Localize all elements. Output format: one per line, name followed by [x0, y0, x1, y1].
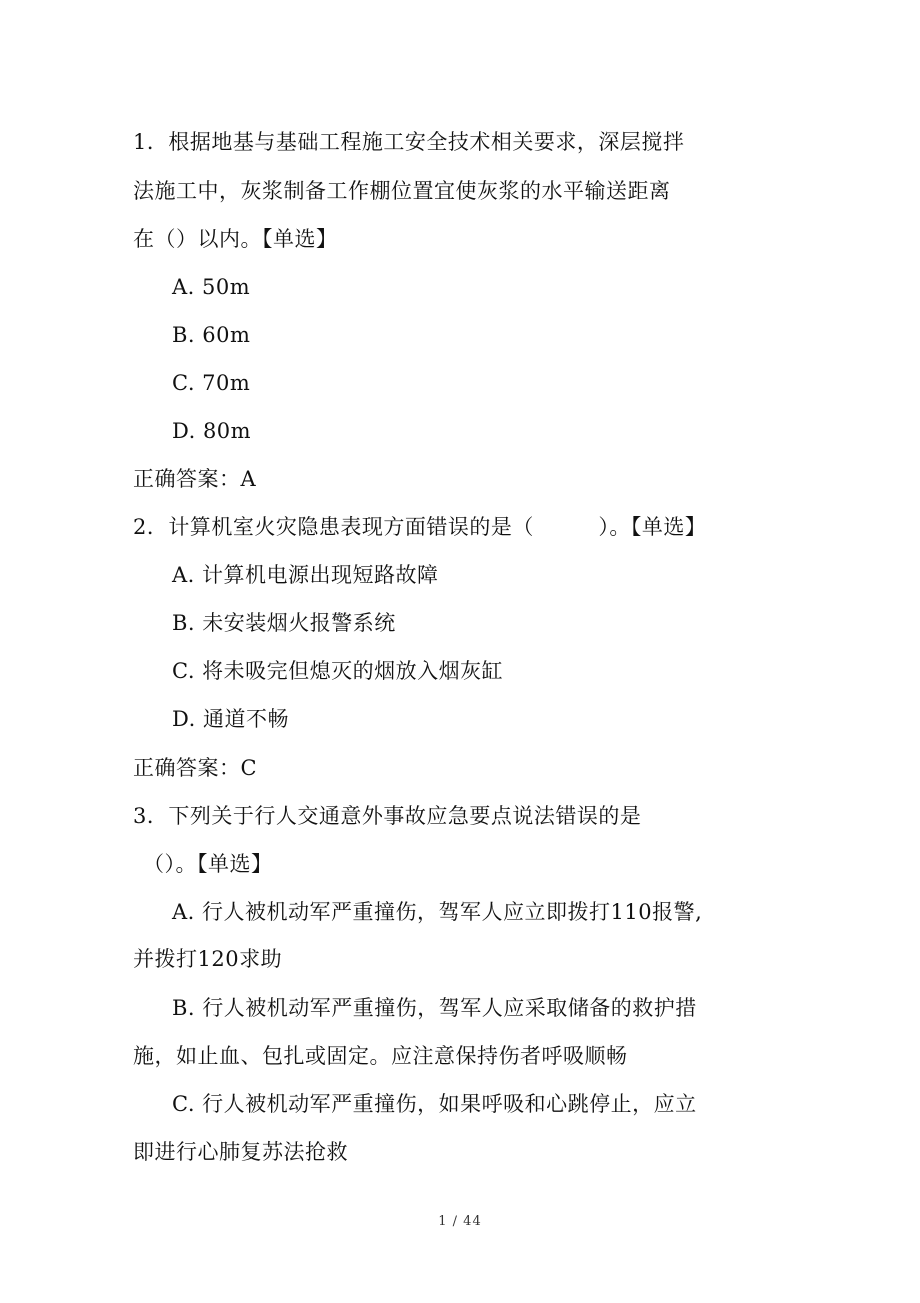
- question-2-option-c: C. 将未吸完但熄灭的烟放入烟灰缸: [172, 659, 504, 683]
- question-1-option-c: C. 70m: [172, 371, 251, 395]
- page-number: 1 / 44: [438, 1214, 482, 1229]
- question-2-line-1: 2．计算机室火灾隐患表现方面错误的是（ ）。【单选】: [133, 515, 707, 539]
- question-1-option-a: A. 50m: [172, 275, 251, 299]
- question-3-option-a: A. 行人被机动军严重撞伤，驾军人应立即拨打110报警,: [172, 900, 703, 924]
- question-1-line-1: 1．根据地基与基础工程施工安全技术相关要求，深层搅拌: [133, 130, 685, 154]
- question-1-option-b: B. 60m: [172, 323, 251, 347]
- question-2-option-a: A. 计算机电源出现短路故障: [172, 563, 439, 587]
- question-1-option-d: D. 80m: [172, 419, 252, 443]
- question-3-option-a-continued: 并拨打120求助: [133, 947, 283, 971]
- question-3-option-b-continued: 施，如止血、包扎或固定。应注意保持伤者呼吸顺畅: [133, 1044, 628, 1068]
- question-3-option-c-continued: 即进行心肺复苏法抢救: [133, 1140, 348, 1164]
- question-1-line-2: 法施工中，灰浆制备工作棚位置宜使灰浆的水平输送距离: [133, 179, 671, 203]
- question-3-line-2: （）。【单选】: [143, 852, 273, 876]
- question-1-line-3: 在（）以内。【单选】: [133, 227, 338, 251]
- question-3-line-1: 3．下列关于行人交通意外事故应急要点说法错误的是: [133, 804, 642, 828]
- question-1-answer: 正确答案：A: [133, 467, 257, 491]
- question-2-option-b: B. 未安装烟火报警系统: [172, 611, 396, 635]
- question-3-option-c: C. 行人被机动军严重撞伤，如果呼吸和心跳停止，应立: [172, 1092, 697, 1116]
- question-3-option-b: B. 行人被机动军严重撞伤，驾军人应采取储备的救护措: [172, 996, 697, 1020]
- question-2-answer: 正确答案：C: [133, 756, 258, 780]
- question-2-option-d: D. 通道不畅: [172, 707, 289, 731]
